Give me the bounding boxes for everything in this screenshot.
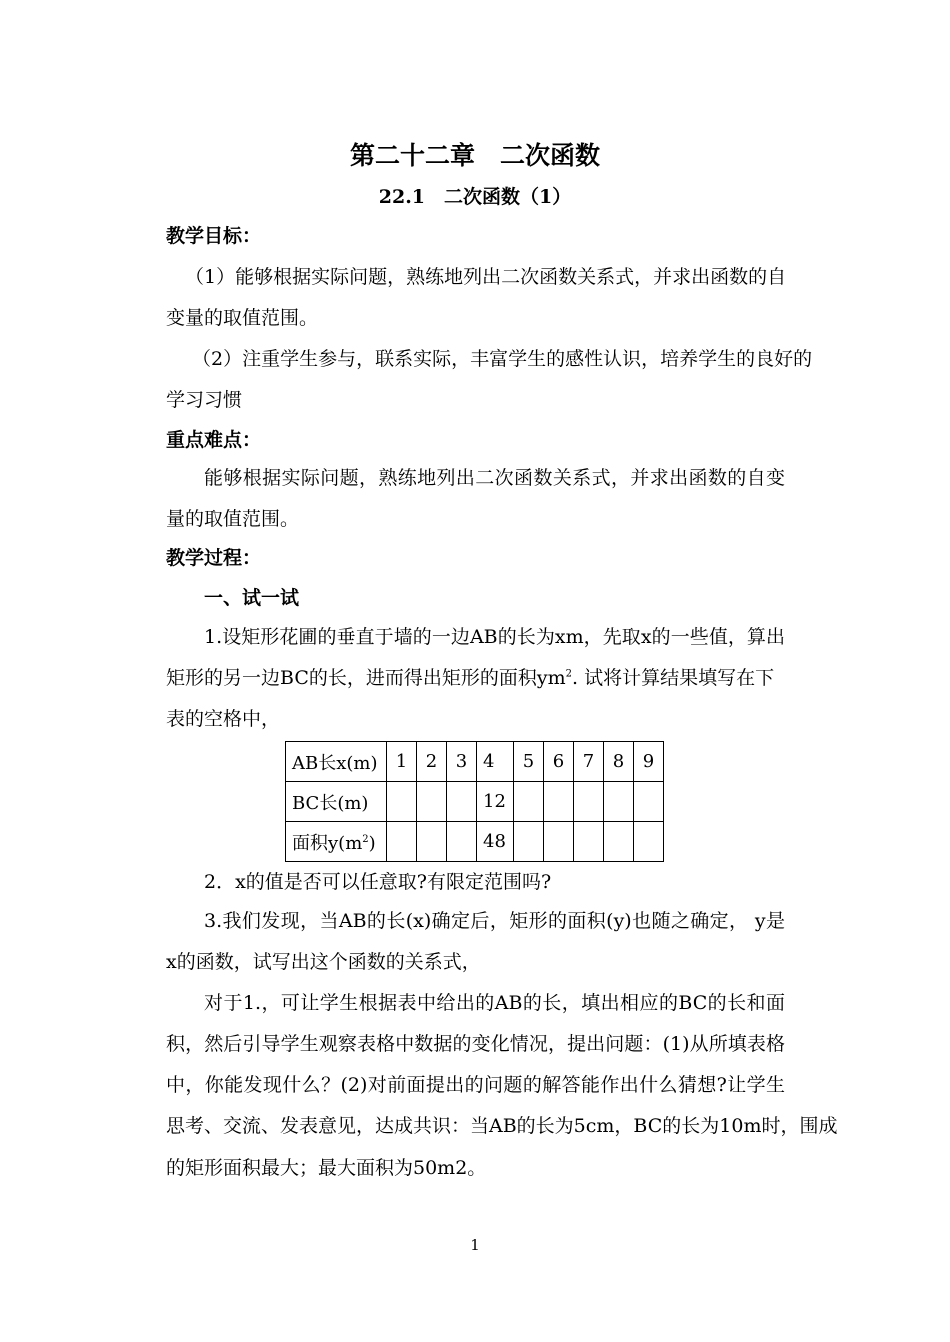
table-cell	[514, 782, 544, 822]
process-heading: 教学过程：	[166, 547, 262, 569]
table-cell	[387, 782, 417, 822]
table-cell	[544, 782, 574, 822]
table-cell: 9	[634, 742, 664, 782]
table-cell: 6	[544, 742, 574, 782]
table-cell: 8	[604, 742, 634, 782]
table-cell	[417, 822, 447, 862]
table-cell: 2	[417, 742, 447, 782]
results-table	[285, 741, 664, 862]
table-cell: 5	[514, 742, 544, 782]
goal1-line1: （1）能够根据实际问题，熟练地列出二次函数关系式，并求出函数的自	[185, 266, 787, 288]
table-cell	[634, 822, 664, 862]
area-label: 面积y(m	[292, 832, 363, 854]
table-row	[286, 822, 664, 862]
q3-line1: 3.我们发现，当AB的长(x)确定后，矩形的面积(y)也随之确定， y是	[204, 910, 785, 932]
table-cell	[604, 782, 634, 822]
table-cell: 48	[477, 822, 514, 862]
q1-line2-sup: 2	[565, 668, 572, 680]
table-cell	[514, 822, 544, 862]
row-header-bc-length: BC长(m)	[286, 782, 387, 822]
table-cell: 4	[477, 742, 514, 782]
table-cell	[417, 782, 447, 822]
q1-line3: 表的空格中，	[166, 708, 281, 730]
table-cell	[604, 822, 634, 862]
table-cell	[447, 822, 477, 862]
chapter-title: 第二十二章 二次函数	[349, 141, 600, 170]
goals-heading: 教学目标：	[166, 225, 262, 247]
table-row	[286, 782, 664, 822]
para-line1: 对于1.，可让学生根据表中给出的AB的长，填出相应的BC的长和面	[204, 992, 785, 1014]
table-cell: 3	[447, 742, 477, 782]
goal2-line2: 学习习惯	[166, 389, 243, 411]
area-label-close: )	[368, 832, 376, 854]
q3-line2: x的函数，试写出这个函数的关系式，	[166, 951, 481, 973]
table-cell	[574, 822, 604, 862]
row-header-area	[286, 822, 387, 862]
table-row	[286, 742, 664, 782]
q1-line2-b: . 试将计算结果填写在下	[571, 667, 775, 689]
para-line5: 的矩形面积最大；最大面积为50m2。	[166, 1157, 487, 1179]
q1-line2-a: 矩形的另一边BC的长，进而得出矩形的面积ym	[166, 667, 566, 689]
para-line4: 思考、交流、发表意见，达成共识：当AB的长为5cm，BC的长为10m时，围成	[166, 1115, 838, 1137]
goal1-line2: 变量的取值范围。	[166, 307, 319, 329]
key-line2: 量的取值范围。	[166, 508, 300, 530]
goal2-line1: （2）注重学生参与，联系实际，丰富学生的感性认识，培养学生的良好的	[192, 348, 813, 370]
key-heading: 重点难点：	[166, 429, 262, 451]
para-line2: 积，然后引导学生观察表格中数据的变化情况，提出问题：(1)从所填表格	[166, 1033, 785, 1055]
question-2: 2．x的值是否可以任意取?有限定范围吗?	[204, 871, 552, 893]
section1-heading: 一、试一试	[204, 587, 300, 609]
table-cell	[447, 782, 477, 822]
key-line1: 能够根据实际问题，熟练地列出二次函数关系式，并求出函数的自变	[204, 467, 785, 489]
table-cell	[634, 782, 664, 822]
table-cell	[544, 822, 574, 862]
section-title: 22.1 二次函数（1）	[378, 186, 572, 208]
area-label-sup: 2	[362, 833, 369, 845]
row-header-ab-length: AB长x(m)	[286, 742, 387, 782]
table-cell	[574, 782, 604, 822]
table-cell: 1	[387, 742, 417, 782]
para-line3: 中，你能发现什么？(2)对前面提出的问题的解答能作出什么猜想?让学生	[166, 1074, 785, 1096]
table-cell	[387, 822, 417, 862]
page-number: 1	[470, 1236, 480, 1254]
q1-line2	[166, 666, 774, 690]
q1-line1: 1.设矩形花圃的垂直于墙的一边AB的长为xm，先取x的一些值，算出	[204, 626, 785, 648]
table-cell: 7	[574, 742, 604, 782]
table-cell: 12	[477, 782, 514, 822]
